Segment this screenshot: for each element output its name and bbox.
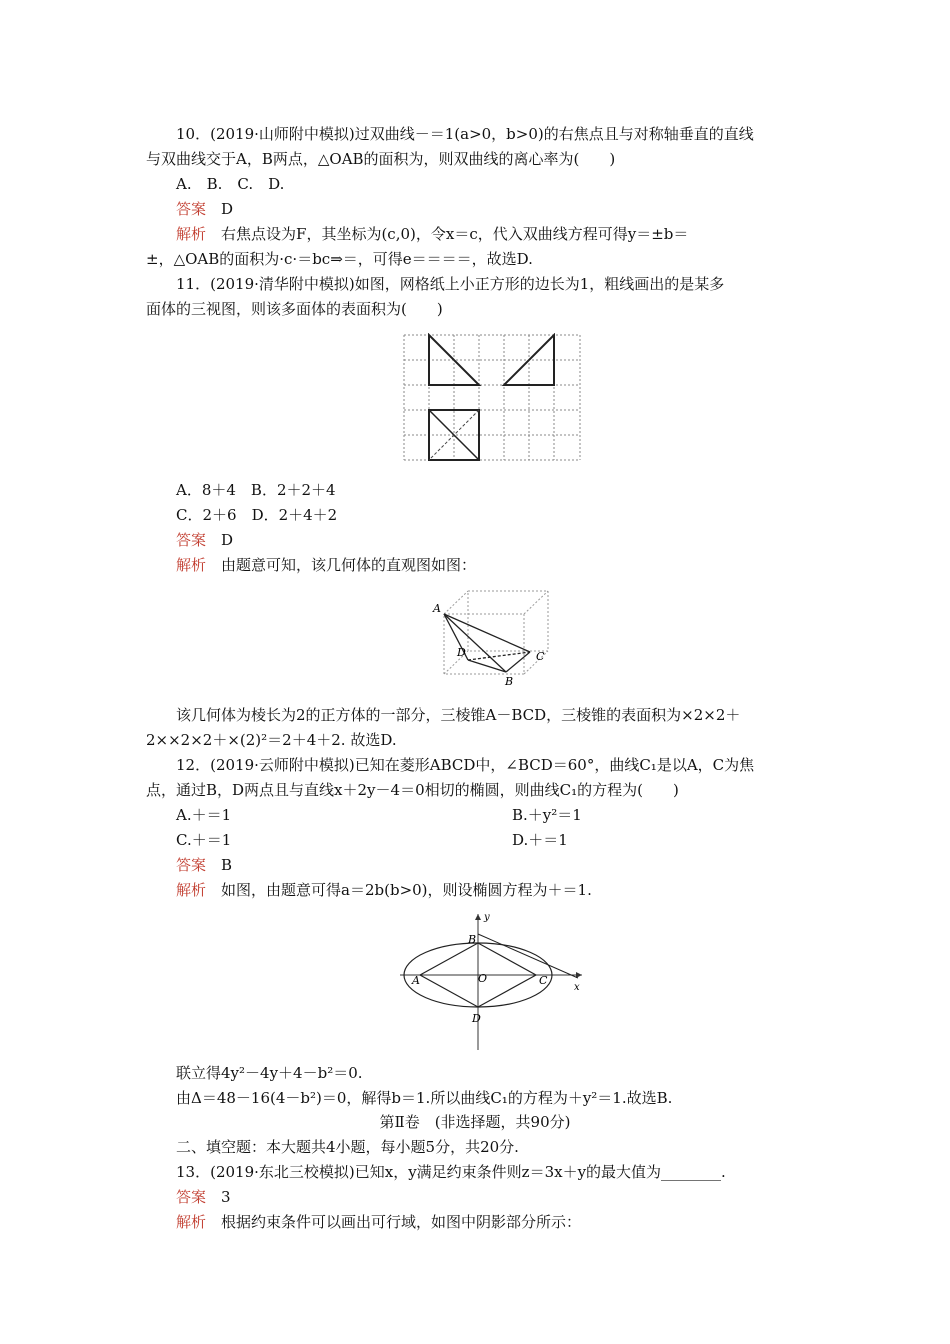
q10-line1: 10．(2019·山师附中模拟)过双曲线－＝1(a>0，b>0)的右焦点且与对称轴垂直的直线 — [176, 125, 754, 143]
answer-value: D — [221, 531, 234, 549]
solid-figure — [430, 588, 560, 688]
label-C: C — [539, 974, 548, 987]
analysis-text: 如图，由题意可得a＝2b(b>0)，则设椭圆方程为＋＝1. — [221, 881, 592, 899]
analysis-label: 解析 — [176, 881, 207, 899]
q13-answer-row — [176, 1187, 231, 1207]
q12-line2: 点，通过B，D两点且与直线x＋2y－4＝0相切的椭圆，则曲线C₁的方程为( ) — [146, 781, 679, 799]
q10-line2: 与双曲线交于A，B两点，△OAB的面积为，则双曲线的离心率为( ) — [146, 150, 616, 168]
q10-analysis-line2: ±，△OAB的面积为·c·＝bc⇒＝，可得e＝＝＝＝，故选D. — [146, 250, 533, 268]
label-B: B — [468, 933, 477, 946]
analysis-text: 根据约束条件可以画出可行域，如图中阴影部分所示： — [221, 1213, 582, 1231]
q12-option-d: D.＋＝1 — [512, 831, 568, 849]
q11-line1: 11．(2019·清华附中模拟)如图，网格纸上小正方形的边长为1，粗线画出的是某多 — [176, 275, 725, 293]
tangent-line — [478, 934, 578, 978]
q11-analysis-row — [176, 555, 476, 575]
analysis-text: 由题意可知，该几何体的直观图如图： — [221, 556, 477, 574]
answer-label: 答案 — [176, 1188, 207, 1206]
label-A: A — [433, 602, 441, 615]
answer-value: D — [221, 200, 234, 218]
label-D: D — [472, 1012, 481, 1025]
q11-conclusion-line1: 该几何体为棱长为2的正方体的一部分，三棱锥A－BCD，三棱锥的表面积为×2×2＋ — [176, 706, 741, 724]
q12-conclusion-line2: 由Δ＝48－16(4－b²)＝0，解得b＝1.所以曲线C₁的方程为＋y²＝1.故选B. — [176, 1089, 673, 1107]
analysis-label: 解析 — [176, 1213, 207, 1231]
q12-option-a: A.＋＝1 — [176, 806, 232, 824]
q12-answer-row — [176, 855, 232, 875]
q13-analysis-row — [176, 1212, 581, 1232]
label-y: y — [484, 912, 490, 923]
y-axis-arrow — [475, 914, 481, 920]
q10-answer-row — [176, 199, 233, 219]
q12-conclusion-line1: 联立得4y²－4y＋4－b²＝0. — [176, 1064, 363, 1082]
three-view-figure — [402, 333, 582, 463]
side-view — [504, 335, 554, 385]
analysis-label: 解析 — [176, 556, 207, 574]
analysis-text: 右焦点设为F，其坐标为(c,0)，令x＝c，代入双曲线方程可得y＝±b＝ — [221, 225, 689, 243]
q11-line2: 面体的三视图，则该多面体的表面积为( ) — [146, 300, 443, 318]
label-A: A — [412, 974, 420, 987]
analysis-label: 解析 — [176, 225, 207, 243]
label-x: x — [574, 982, 580, 993]
answer-label: 答案 — [176, 856, 207, 874]
q10-options: A. B. C. D. — [176, 175, 285, 193]
q11-options-ab: A．8＋4 B．2＋2＋4 — [176, 481, 336, 499]
part2-section-heading: 二、填空题：本大题共4小题，每小题5分，共20分. — [176, 1138, 519, 1156]
q11-conclusion-line2: 2××2×2＋×(2)²＝2＋4＋2. 故选D. — [146, 731, 397, 749]
label-B: B — [505, 675, 514, 688]
ellipse-figure — [400, 910, 590, 1052]
q12-analysis-row — [176, 880, 592, 900]
q11-answer-row — [176, 530, 233, 550]
part2-title: 第Ⅱ卷 (非选择题，共90分) — [379, 1113, 571, 1131]
answer-label: 答案 — [176, 200, 207, 218]
q12-option-c: C.＋＝1 — [176, 831, 232, 849]
label-D: D — [457, 646, 466, 659]
answer-value: 3 — [221, 1188, 231, 1206]
q11-options-cd: C．2＋6 D．2＋4＋2 — [176, 506, 338, 524]
answer-label: 答案 — [176, 531, 207, 549]
q10-analysis-line1 — [176, 224, 688, 244]
cube-edges — [444, 591, 548, 674]
label-C: C — [536, 650, 545, 663]
q13-line1: 13．(2019·东北三校模拟)已知x，y满足约束条件则z＝3x＋y的最大值为________. — [176, 1163, 726, 1181]
q12-line1: 12．(2019·云师附中模拟)已知在菱形ABCD中，∠BCD＝60°，曲线C₁是以A，C为焦 — [176, 756, 755, 774]
label-O: O — [478, 972, 488, 985]
answer-value: B — [221, 856, 233, 874]
q12-option-b: B.＋y²＝1 — [512, 806, 582, 824]
tetrahedron — [444, 614, 530, 672]
